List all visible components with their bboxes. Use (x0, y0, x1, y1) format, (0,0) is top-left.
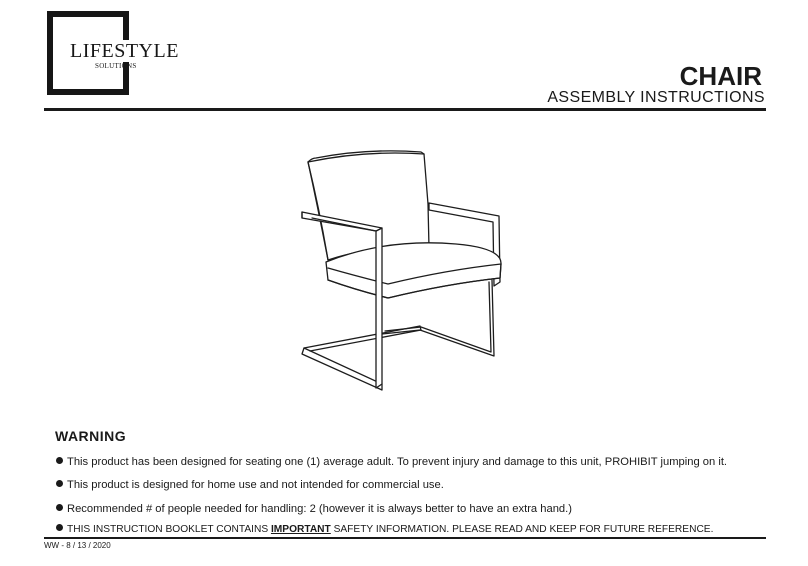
final-emphasis: IMPORTANT (270, 524, 331, 535)
warning-item-text: Recommended # of people needed for handling: 2 (however it is always better to have an extra hand.) (67, 503, 572, 515)
front-leg (376, 228, 382, 388)
warning-item-final (56, 523, 713, 537)
brand-name: LIFESTYLE (70, 40, 179, 62)
footer-divider (44, 537, 766, 539)
final-suffix: SAFETY INFORMATION. PLEASE READ AND KEEP FOR FUTURE REFERENCE. (330, 524, 714, 535)
page-subtitle: ASSEMBLY INSTRUCTIONS (547, 89, 765, 106)
warning-item (56, 478, 444, 492)
page-title: CHAIR (679, 61, 762, 91)
warning-item (56, 502, 572, 516)
bullet-icon (56, 524, 63, 531)
warning-item-text: This product is designed for home use and not intended for commercial use. (67, 479, 444, 491)
bullet-icon (56, 457, 63, 464)
front-base-frame (302, 348, 382, 390)
bullet-icon (56, 504, 63, 511)
base-side-rail (304, 326, 421, 351)
final-prefix: THIS INSTRUCTION BOOKLET CONTAINS (67, 524, 271, 535)
brand-tagline: SOLUTIONS (95, 62, 137, 70)
header-divider (44, 108, 766, 111)
document-code: WW - 8 / 13 / 2020 (44, 541, 111, 550)
warning-item (56, 455, 727, 469)
chair-illustration (296, 148, 512, 392)
warning-item-text: This product has been designed for seating one (1) average adult. To prevent injury and damage to this unit, PROHIBIT jumping on it. (67, 456, 728, 468)
bullet-icon (56, 480, 63, 487)
warning-heading: WARNING (55, 428, 127, 444)
